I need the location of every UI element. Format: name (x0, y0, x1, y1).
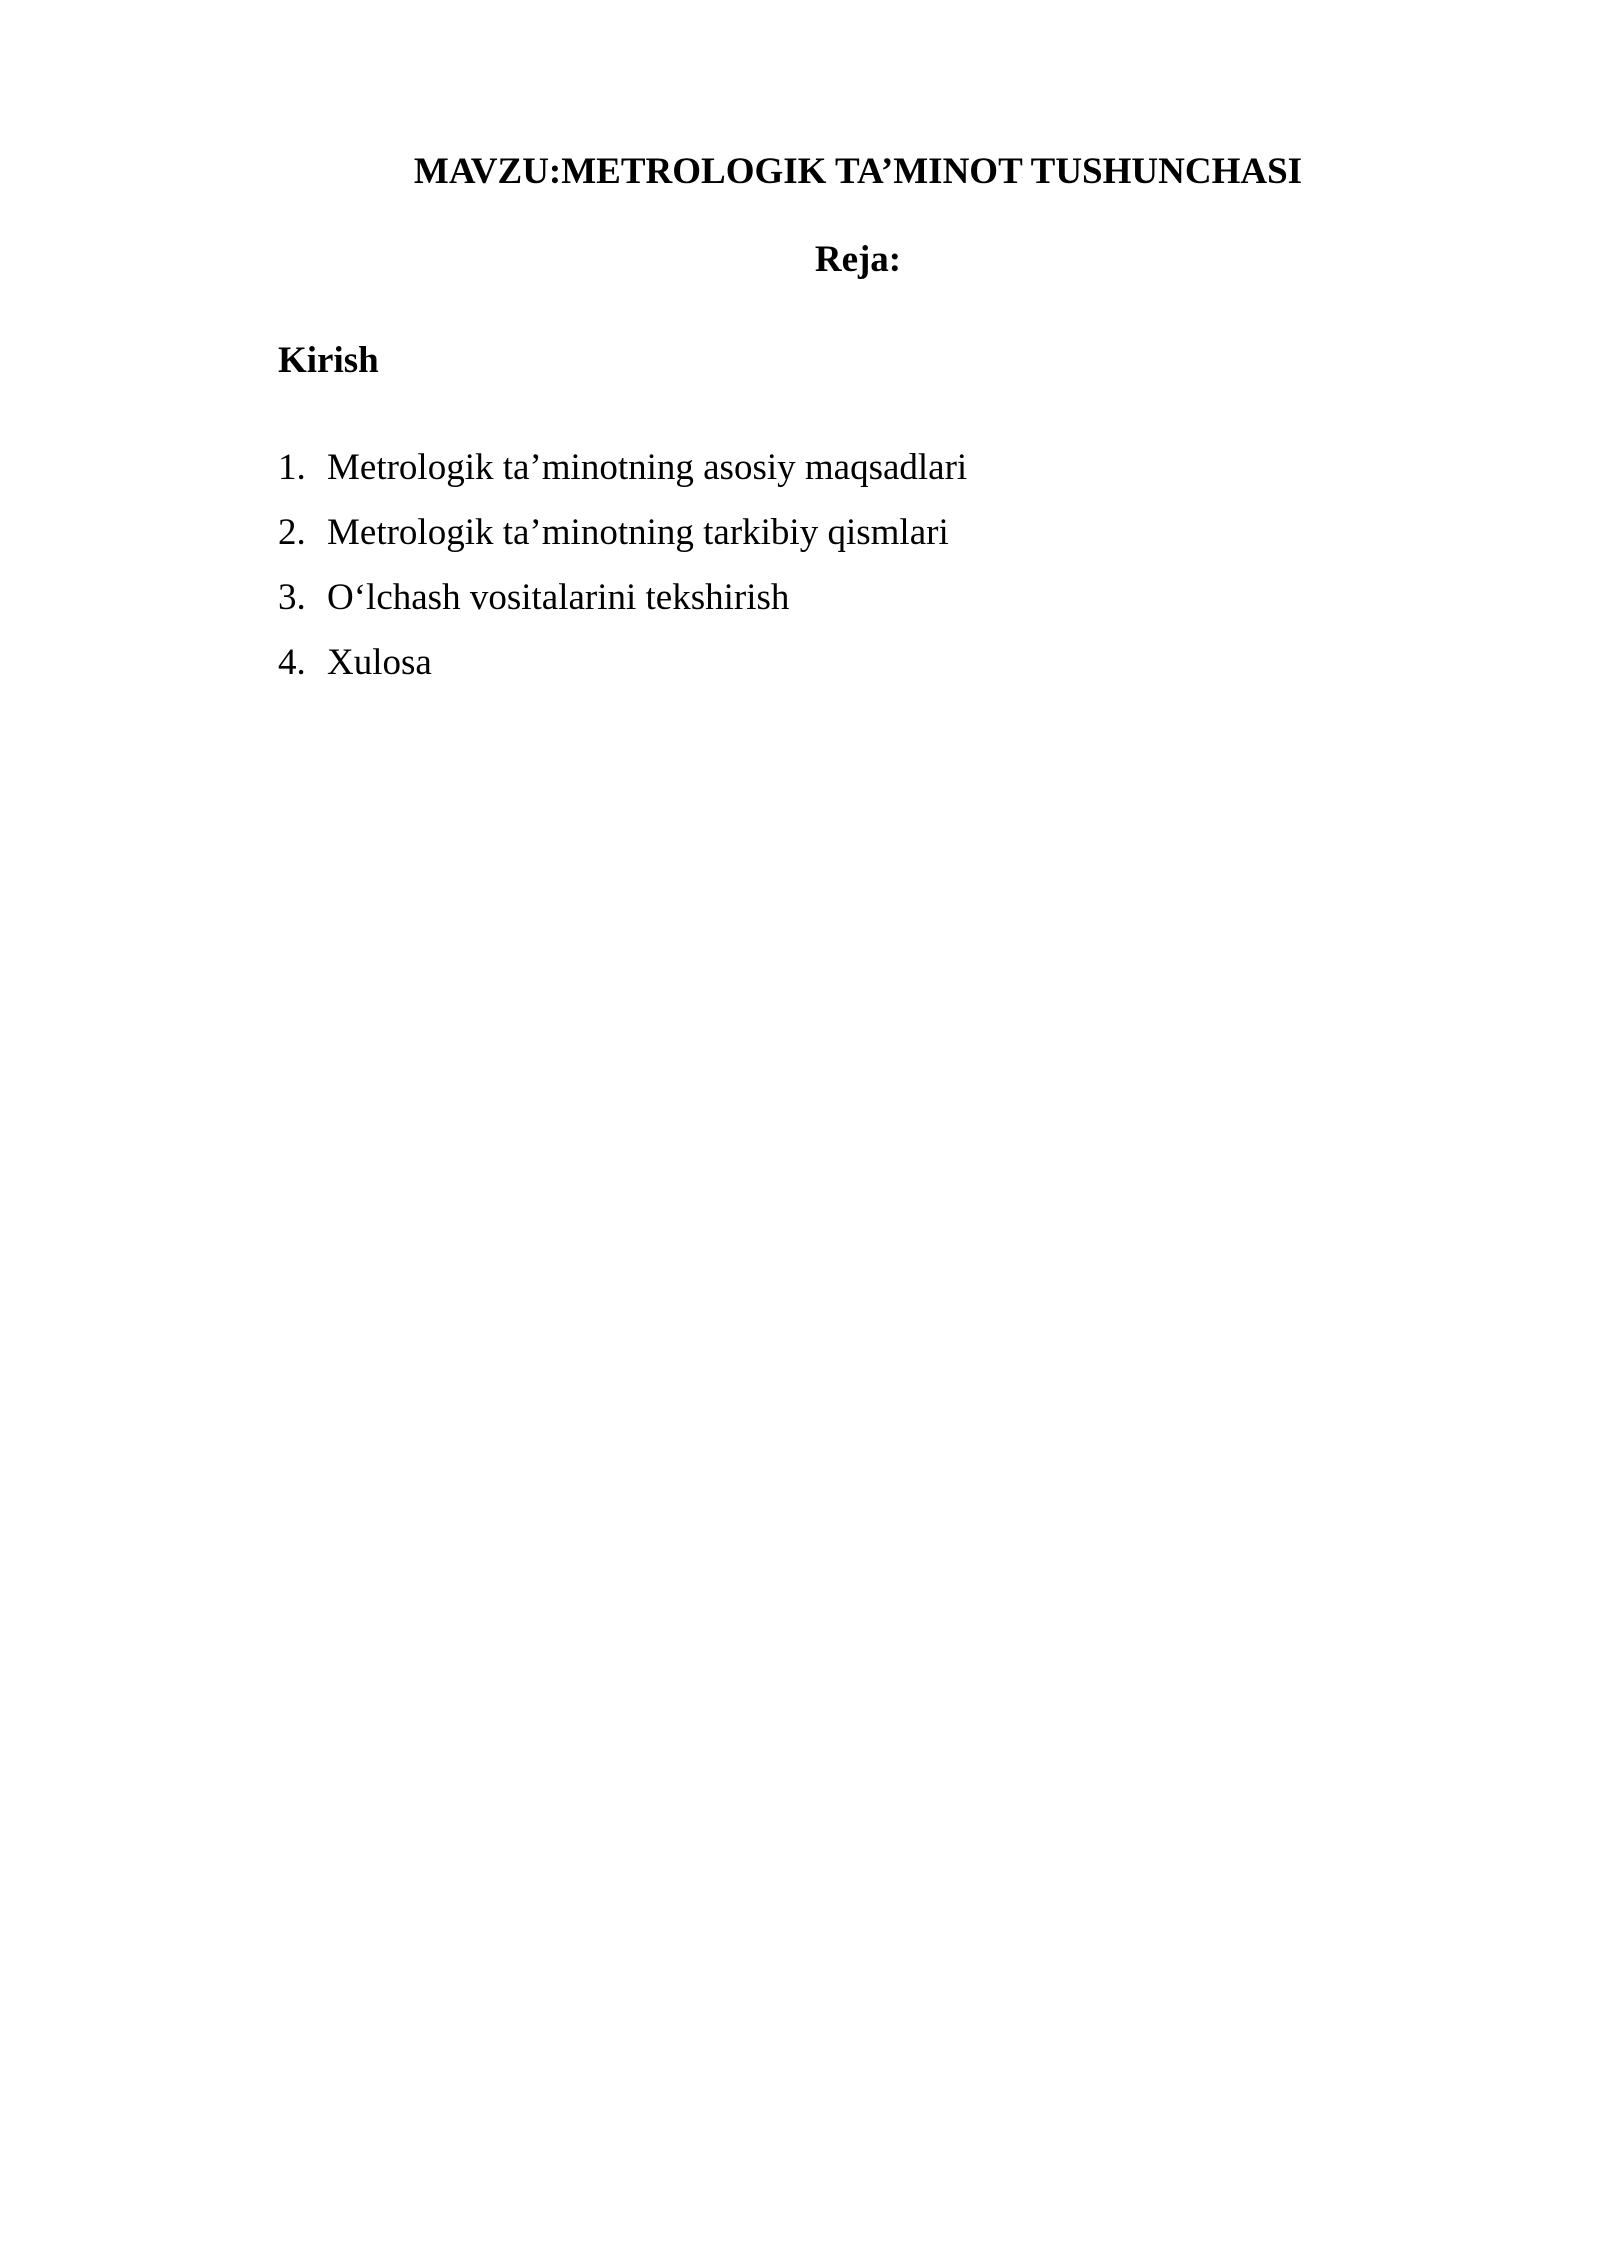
plan-list (278, 444, 967, 704)
plan-item-text: Xulosa (327, 642, 432, 683)
plan-item-number: 1. (278, 447, 306, 488)
plan-item (278, 639, 967, 704)
plan-item-text: Metrologik ta’minotning asosiy maqsadlari (327, 447, 968, 488)
plan-item-number: 4. (278, 642, 306, 683)
plan-heading: Reja: (814, 239, 902, 280)
plan-item-text: Metrologik ta’minotning tarkibiy qismlari (327, 512, 949, 553)
plan-item (278, 574, 967, 639)
plan-item (278, 444, 967, 509)
intro-heading: Kirish (278, 340, 379, 381)
plan-item-number: 2. (278, 512, 306, 553)
plan-item-text: O‘lchash vositalarini tekshirish (327, 577, 790, 618)
plan-item-number: 3. (278, 577, 306, 618)
plan-item (278, 509, 967, 574)
document-title: MAVZU:METROLOGIK TA’MINOT TUSHUNCHASI (413, 151, 1303, 192)
